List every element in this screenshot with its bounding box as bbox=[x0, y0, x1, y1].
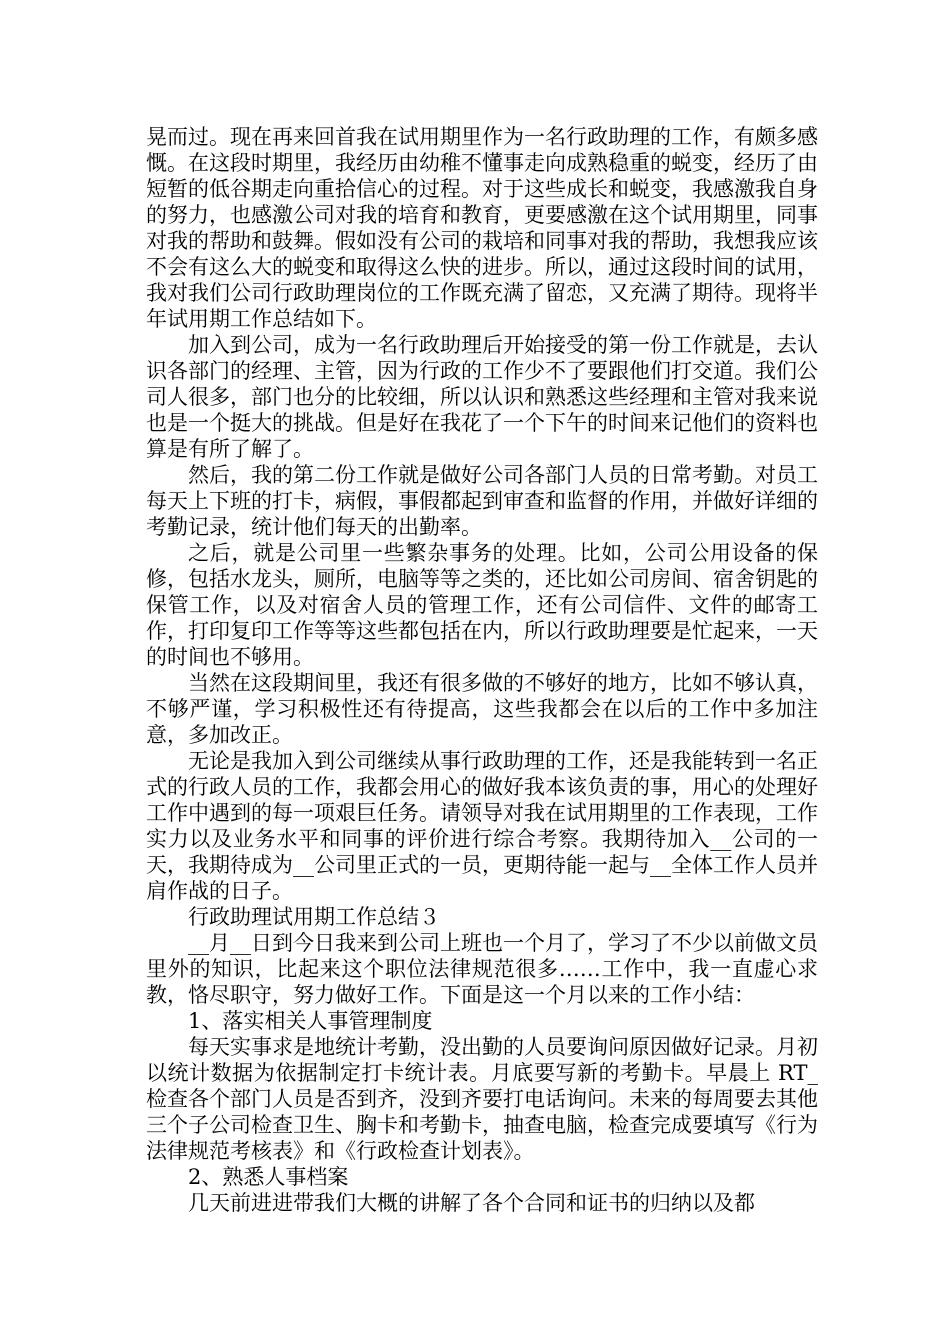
paragraph-1: 晃而过。现在再来回首我在试用期里作为一名行政助理的工作，有颇多感慨。在这段时期里，我经历由幼稚不懂事走向成熟稳重的蜕变，经历了由短暂的低谷期走向重拾信心的过程。对于这些成长和蜕变，我感激我自身的努力，也感激公司对我的培育和教育，更要感激在这个试用期里，同事对我的帮助和鼓舞。假如没有公司的栽培和同事对我的帮助，我想我应该不会有这么大的蜕变和取得这么快的进步。所以，通过这段时间的试用，我对我们公司行政助理岗位的工作既充满了留恋，又充满了期待。现将半年试用期工作总结如下。 bbox=[146, 125, 818, 331]
section-heading: 行政助理试用期工作总结３ bbox=[188, 905, 440, 929]
subheading-2: 2、熟悉人事档案 bbox=[188, 1165, 349, 1189]
paragraph-9: 几天前进进带我们大概的讲解了各个合同和证书的归纳以及都 bbox=[188, 1191, 755, 1215]
subheading-1: 1、落实相关人事管理制度 bbox=[188, 1009, 433, 1033]
paragraph-7: __月__日到今日我来到公司上班也一个月了，学习了不少以前做文员里外的知识，比起来这个职位法律规范很多……工作中，我一直虚心求教，恪尽职守，努力做好工作。下面是这一个月以来的工作小结： bbox=[146, 931, 818, 1007]
document-page bbox=[146, 124, 818, 1216]
paragraph-3: 然后，我的第二份工作就是做好公司各部门人员的日常考勤。对员工每天上下班的打卡，病假，事假都起到审查和监督的作用，并做好详细的考勤记录，统计他们每天的出勤率。 bbox=[146, 463, 818, 539]
paragraph-5: 当然在这段期间里，我还有很多做的不够好的地方，比如不够认真，不够严谨，学习积极性还有待提高，这些我都会在以后的工作中多加注意，多加改正。 bbox=[146, 671, 818, 747]
paragraph-2: 加入到公司，成为一名行政助理后开始接受的第一份工作就是，去认识各部门的经理、主管，因为行政的工作少不了要跟他们打交道。我们公司人很多，部门也分的比较细，所以认识和熟悉这些经理和主管对我来说也是一个挺大的挑战。但是好在我花了一个下午的时间来记他们的资料也算是有所了解了。 bbox=[146, 333, 818, 461]
paragraph-6: 无论是我加入到公司继续从事行政助理的工作，还是我能转到一名正式的行政人员的工作，我都会用心的做好我本该负责的事，用心的处理好工作中遇到的每一项艰巨任务。请领导对我在试用期里的工作表现，工作实力以及业务水平和同事的评价进行综合考察。我期待加入__公司的一天，我期待成为__公司里正式的一员，更期待能一起与__全体工作人员并肩作战的日子。 bbox=[146, 749, 818, 903]
paragraph-8: 每天实事求是地统计考勤，没出勤的人员要询问原因做好记录。月初以统计数据为依据制定打卡统计表。月底要写新的考勤卡。早晨上 RT_检查各个部门人员是否到齐，没到齐要打电话询问。未来的每周要去其他三个子公司检查卫生、胸卡和考勤卡，抽查电脑，检查完成要填写《行为法律规范考核表》和《行政检查计划表》。 bbox=[146, 1035, 818, 1163]
paragraph-4: 之后，就是公司里一些繁杂事务的处理。比如，公司公用设备的保修，包括水龙头，厕所，电脑等等之类的，还比如公司房间、宿舍钥匙的保管工作，以及对宿舍人员的管理工作，还有公司信件、文件的邮寄工作，打印复印工作等等这些都包括在内，所以行政助理要是忙起来，一天的时间也不够用。 bbox=[146, 541, 818, 669]
